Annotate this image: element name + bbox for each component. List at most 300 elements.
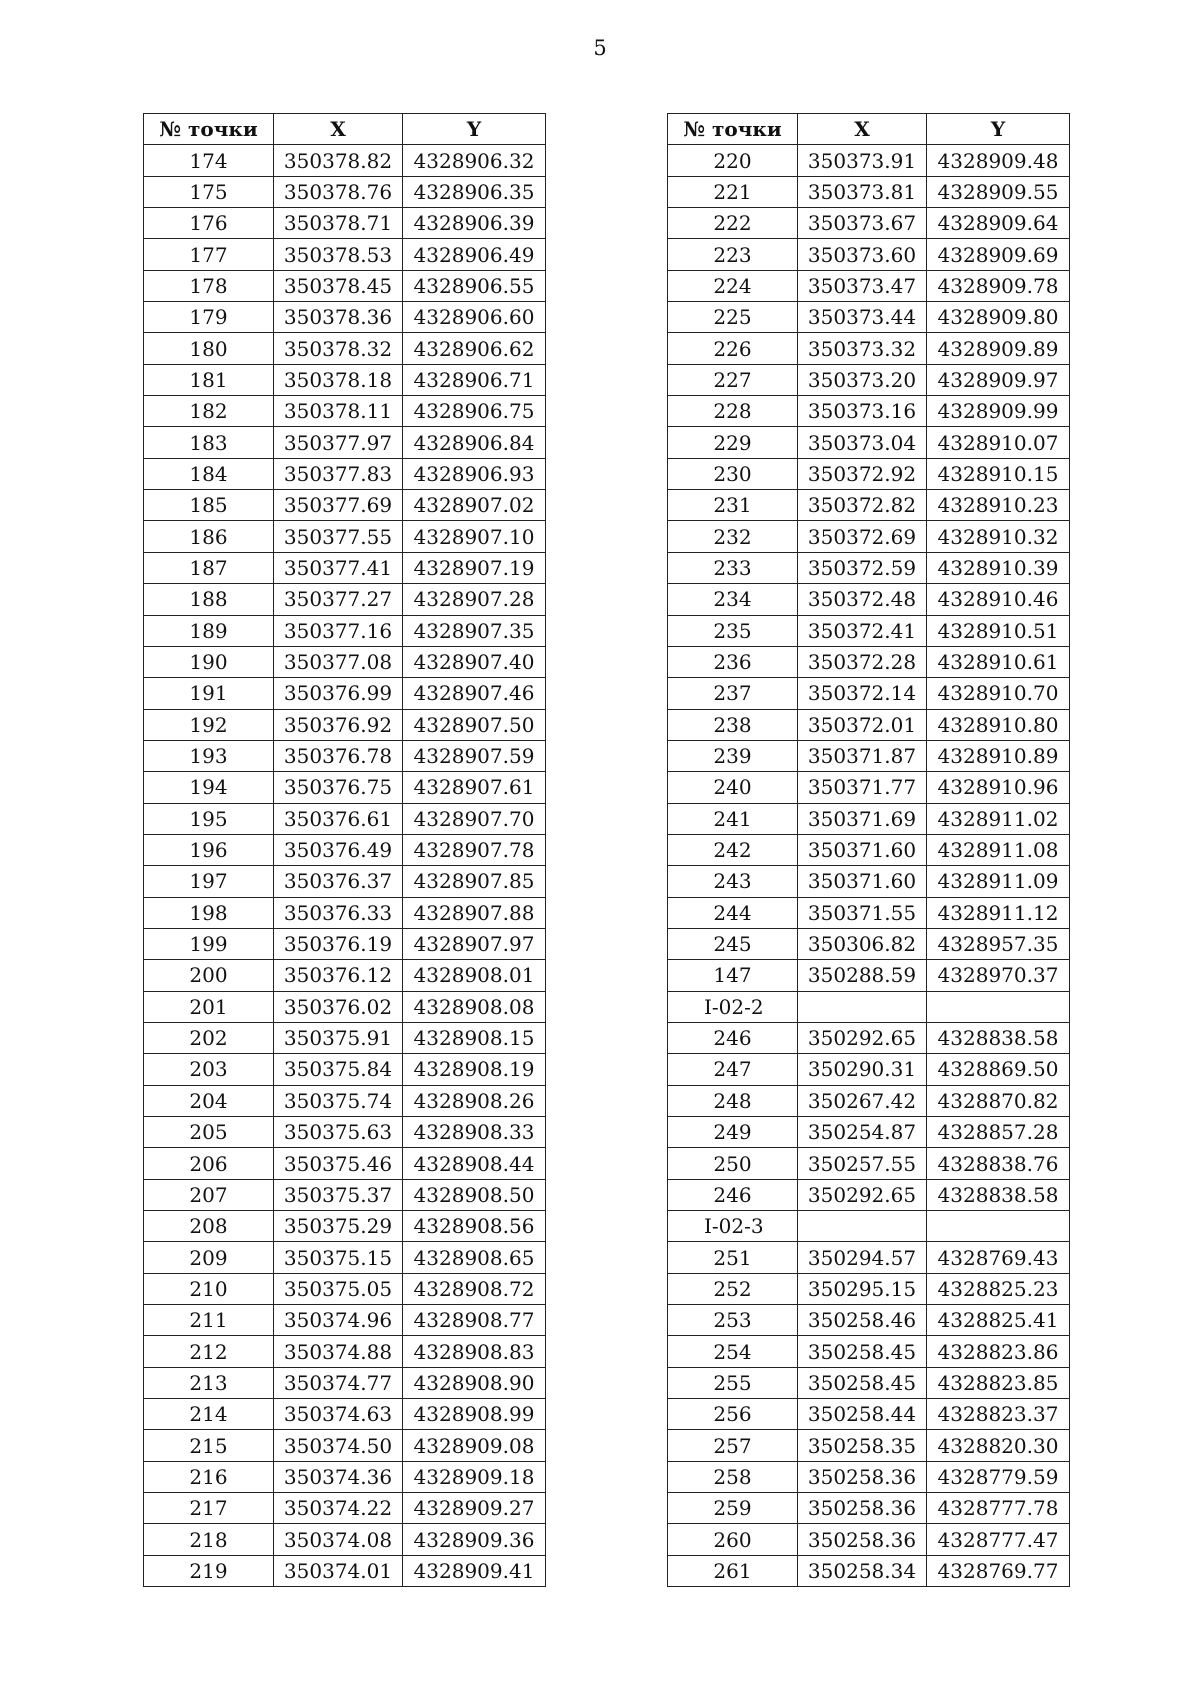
y-cell: 4328907.88 (403, 897, 546, 928)
point-number-cell: 186 (144, 521, 274, 552)
y-cell: 4328910.61 (927, 646, 1070, 677)
point-number-cell: 213 (144, 1367, 274, 1398)
point-number-cell: 238 (668, 709, 798, 740)
x-cell: 350378.82 (274, 145, 403, 176)
x-cell: 350372.14 (798, 678, 927, 709)
x-cell: 350371.60 (798, 834, 927, 865)
x-cell: 350373.44 (798, 302, 927, 333)
table-row (668, 552, 1070, 583)
y-cell: 4328906.60 (403, 302, 546, 333)
header-y: Y (403, 114, 546, 145)
table-row (144, 646, 546, 677)
x-cell (798, 1211, 927, 1242)
x-cell: 350374.63 (274, 1399, 403, 1430)
table-row (144, 1085, 546, 1116)
x-cell: 350377.55 (274, 521, 403, 552)
point-number-cell: I-02-3 (668, 1211, 798, 1242)
table-row (668, 1117, 1070, 1148)
y-cell: 4328825.41 (927, 1305, 1070, 1336)
x-cell: 350378.36 (274, 302, 403, 333)
table-row (668, 897, 1070, 928)
point-number-cell: 205 (144, 1117, 274, 1148)
x-cell: 350378.11 (274, 396, 403, 427)
x-cell: 350376.37 (274, 866, 403, 897)
y-cell: 4328906.71 (403, 364, 546, 395)
x-cell: 350373.67 (798, 208, 927, 239)
y-cell: 4328957.35 (927, 928, 1070, 959)
x-cell: 350306.82 (798, 928, 927, 959)
table-row (668, 834, 1070, 865)
point-number-cell: 227 (668, 364, 798, 395)
y-cell: 4328870.82 (927, 1085, 1070, 1116)
y-cell: 4328909.69 (927, 239, 1070, 270)
y-cell: 4328906.49 (403, 239, 546, 270)
point-number-cell: 257 (668, 1430, 798, 1461)
point-number-cell: 241 (668, 803, 798, 834)
y-cell: 4328906.93 (403, 458, 546, 489)
table-row (668, 1022, 1070, 1053)
y-cell (927, 991, 1070, 1022)
point-number-cell: 214 (144, 1399, 274, 1430)
x-cell: 350378.18 (274, 364, 403, 395)
table-row (668, 1148, 1070, 1179)
table-row (144, 427, 546, 458)
x-cell: 350373.32 (798, 333, 927, 364)
x-cell (798, 991, 927, 1022)
point-number-cell: 236 (668, 646, 798, 677)
point-number-cell: 197 (144, 866, 274, 897)
point-number-cell: 206 (144, 1148, 274, 1179)
x-cell: 350375.37 (274, 1179, 403, 1210)
point-number-cell: 176 (144, 208, 274, 239)
table-row (144, 208, 546, 239)
table-row (668, 991, 1070, 1022)
x-cell: 350374.36 (274, 1461, 403, 1492)
point-number-cell: 198 (144, 897, 274, 928)
x-cell: 350372.69 (798, 521, 927, 552)
y-cell: 4328910.39 (927, 552, 1070, 583)
y-cell: 4328909.41 (403, 1555, 546, 1586)
table-row (144, 521, 546, 552)
table-row (668, 709, 1070, 740)
y-cell: 4328910.80 (927, 709, 1070, 740)
point-number-cell: 196 (144, 834, 274, 865)
point-number-cell: 208 (144, 1211, 274, 1242)
x-cell: 350378.53 (274, 239, 403, 270)
point-number-cell: 191 (144, 678, 274, 709)
table-row (144, 364, 546, 395)
x-cell: 350374.08 (274, 1524, 403, 1555)
point-number-cell: 212 (144, 1336, 274, 1367)
table-row (668, 960, 1070, 991)
point-number-cell: 235 (668, 615, 798, 646)
table-row (144, 1242, 546, 1273)
point-number-cell: 226 (668, 333, 798, 364)
point-number-cell: 249 (668, 1117, 798, 1148)
table-row (144, 1305, 546, 1336)
y-cell: 4328970.37 (927, 960, 1070, 991)
y-cell: 4328907.10 (403, 521, 546, 552)
table-row (668, 803, 1070, 834)
y-cell: 4328908.99 (403, 1399, 546, 1430)
y-cell: 4328908.72 (403, 1273, 546, 1304)
x-cell: 350375.91 (274, 1022, 403, 1053)
point-number-cell: 178 (144, 270, 274, 301)
point-number-cell: 251 (668, 1242, 798, 1273)
point-number-cell: 254 (668, 1336, 798, 1367)
table-row (144, 1054, 546, 1085)
x-cell: 350372.92 (798, 458, 927, 489)
y-cell: 4328911.09 (927, 866, 1070, 897)
y-cell: 4328820.30 (927, 1430, 1070, 1461)
table-row (668, 1493, 1070, 1524)
point-number-cell: 244 (668, 897, 798, 928)
table-row (668, 145, 1070, 176)
point-number-cell: 187 (144, 552, 274, 583)
table-row (668, 1179, 1070, 1210)
y-cell: 4328911.12 (927, 897, 1070, 928)
y-cell: 4328907.59 (403, 740, 546, 771)
x-cell: 350373.91 (798, 145, 927, 176)
table-row (144, 1273, 546, 1304)
y-cell: 4328906.84 (403, 427, 546, 458)
point-number-cell: 175 (144, 176, 274, 207)
point-number-cell: 246 (668, 1179, 798, 1210)
y-cell: 4328907.78 (403, 834, 546, 865)
table-header-row (668, 114, 1070, 145)
point-number-cell: 245 (668, 928, 798, 959)
y-cell: 4328909.80 (927, 302, 1070, 333)
x-cell: 350375.15 (274, 1242, 403, 1273)
table-row (144, 552, 546, 583)
x-cell: 350376.02 (274, 991, 403, 1022)
point-number-cell: 243 (668, 866, 798, 897)
y-cell: 4328907.46 (403, 678, 546, 709)
table-row (668, 1430, 1070, 1461)
y-cell: 4328908.19 (403, 1054, 546, 1085)
point-number-cell: 232 (668, 521, 798, 552)
y-cell: 4328908.15 (403, 1022, 546, 1053)
x-cell: 350258.45 (798, 1336, 927, 1367)
table-row (144, 1399, 546, 1430)
y-cell: 4328906.35 (403, 176, 546, 207)
point-number-cell: 174 (144, 145, 274, 176)
table-row (144, 1179, 546, 1210)
y-cell: 4328907.70 (403, 803, 546, 834)
table-row (668, 928, 1070, 959)
page-number: 5 (593, 36, 607, 60)
y-cell: 4328908.77 (403, 1305, 546, 1336)
point-number-cell: 204 (144, 1085, 274, 1116)
point-number-cell: 255 (668, 1367, 798, 1398)
point-number-cell: 234 (668, 584, 798, 615)
y-cell: 4328910.23 (927, 490, 1070, 521)
table-row (668, 615, 1070, 646)
table-row (668, 1054, 1070, 1085)
table-row (144, 1524, 546, 1555)
point-number-cell: 184 (144, 458, 274, 489)
table-row (144, 960, 546, 991)
x-cell: 350377.08 (274, 646, 403, 677)
y-cell: 4328907.19 (403, 552, 546, 583)
y-cell: 4328909.27 (403, 1493, 546, 1524)
table-row (144, 396, 546, 427)
y-cell: 4328909.78 (927, 270, 1070, 301)
x-cell: 350374.50 (274, 1430, 403, 1461)
y-cell: 4328838.76 (927, 1148, 1070, 1179)
x-cell: 350375.74 (274, 1085, 403, 1116)
table-row (144, 458, 546, 489)
table-row (668, 772, 1070, 803)
point-number-cell: 233 (668, 552, 798, 583)
x-cell: 350377.41 (274, 552, 403, 583)
point-number-cell: 225 (668, 302, 798, 333)
point-number-cell: 242 (668, 834, 798, 865)
x-cell: 350375.29 (274, 1211, 403, 1242)
y-cell: 4328911.08 (927, 834, 1070, 865)
table-row (144, 1022, 546, 1053)
point-number-cell: 220 (668, 145, 798, 176)
point-number-cell: 215 (144, 1430, 274, 1461)
point-number-cell: 230 (668, 458, 798, 489)
table-row (668, 1211, 1070, 1242)
point-number-cell: 189 (144, 615, 274, 646)
x-cell: 350374.01 (274, 1555, 403, 1586)
point-number-cell: 258 (668, 1461, 798, 1492)
x-cell: 350377.83 (274, 458, 403, 489)
header-point-number: № точки (144, 114, 274, 145)
y-cell: 4328910.70 (927, 678, 1070, 709)
x-cell: 350378.71 (274, 208, 403, 239)
x-cell: 350376.61 (274, 803, 403, 834)
x-cell: 350254.87 (798, 1117, 927, 1148)
x-cell: 350258.36 (798, 1461, 927, 1492)
y-cell: 4328907.28 (403, 584, 546, 615)
table-row (144, 803, 546, 834)
x-cell: 350258.36 (798, 1493, 927, 1524)
point-number-cell: 261 (668, 1555, 798, 1586)
point-number-cell: 222 (668, 208, 798, 239)
y-cell: 4328909.55 (927, 176, 1070, 207)
x-cell: 350375.05 (274, 1273, 403, 1304)
y-cell: 4328907.61 (403, 772, 546, 803)
x-cell: 350292.65 (798, 1179, 927, 1210)
y-cell: 4328910.15 (927, 458, 1070, 489)
y-cell: 4328910.46 (927, 584, 1070, 615)
x-cell: 350377.27 (274, 584, 403, 615)
point-number-cell: 247 (668, 1054, 798, 1085)
point-number-cell: I-02-2 (668, 991, 798, 1022)
point-number-cell: 199 (144, 928, 274, 959)
table-row (668, 584, 1070, 615)
table-row (668, 1273, 1070, 1304)
x-cell: 350258.34 (798, 1555, 927, 1586)
y-cell: 4328823.85 (927, 1367, 1070, 1398)
table-row (144, 1555, 546, 1586)
table-row (144, 490, 546, 521)
x-cell: 350373.20 (798, 364, 927, 395)
x-cell: 350376.49 (274, 834, 403, 865)
table-row (144, 772, 546, 803)
y-cell: 4328909.08 (403, 1430, 546, 1461)
x-cell: 350376.78 (274, 740, 403, 771)
x-cell: 350377.16 (274, 615, 403, 646)
x-cell: 350376.75 (274, 772, 403, 803)
y-cell: 4328769.43 (927, 1242, 1070, 1273)
table-row (144, 1461, 546, 1492)
x-cell: 350292.65 (798, 1022, 927, 1053)
point-number-cell: 179 (144, 302, 274, 333)
y-cell: 4328909.89 (927, 333, 1070, 364)
x-cell: 350374.22 (274, 1493, 403, 1524)
y-cell: 4328910.32 (927, 521, 1070, 552)
y-cell: 4328906.62 (403, 333, 546, 364)
y-cell: 4328769.77 (927, 1555, 1070, 1586)
y-cell: 4328910.96 (927, 772, 1070, 803)
point-number-cell: 224 (668, 270, 798, 301)
x-cell: 350376.19 (274, 928, 403, 959)
table-row (144, 1117, 546, 1148)
x-cell: 350377.97 (274, 427, 403, 458)
y-cell: 4328825.23 (927, 1273, 1070, 1304)
y-cell: 4328823.86 (927, 1336, 1070, 1367)
point-number-cell: 250 (668, 1148, 798, 1179)
table-row (144, 678, 546, 709)
x-cell: 350376.12 (274, 960, 403, 991)
x-cell: 350374.96 (274, 1305, 403, 1336)
x-cell: 350372.48 (798, 584, 927, 615)
y-cell: 4328908.65 (403, 1242, 546, 1273)
table-row (144, 928, 546, 959)
x-cell: 350258.44 (798, 1399, 927, 1430)
table-row (668, 208, 1070, 239)
point-number-cell: 182 (144, 396, 274, 427)
point-number-cell: 181 (144, 364, 274, 395)
table-row (668, 176, 1070, 207)
table-row (668, 458, 1070, 489)
point-number-cell: 237 (668, 678, 798, 709)
table-row (668, 1399, 1070, 1430)
table-row (668, 1336, 1070, 1367)
x-cell: 350258.35 (798, 1430, 927, 1461)
table-row (668, 427, 1070, 458)
x-cell: 350375.84 (274, 1054, 403, 1085)
point-number-cell: 192 (144, 709, 274, 740)
y-cell: 4328909.97 (927, 364, 1070, 395)
table-row (668, 1555, 1070, 1586)
x-cell: 350378.76 (274, 176, 403, 207)
y-cell (927, 1211, 1070, 1242)
y-cell: 4328909.64 (927, 208, 1070, 239)
point-number-cell: 209 (144, 1242, 274, 1273)
x-cell: 350371.60 (798, 866, 927, 897)
x-cell: 350294.57 (798, 1242, 927, 1273)
x-cell: 350376.92 (274, 709, 403, 740)
y-cell: 4328777.78 (927, 1493, 1070, 1524)
point-number-cell: 203 (144, 1054, 274, 1085)
point-number-cell: 201 (144, 991, 274, 1022)
table-row (668, 333, 1070, 364)
y-cell: 4328910.89 (927, 740, 1070, 771)
table-row (144, 615, 546, 646)
table-row (668, 521, 1070, 552)
table-row (144, 145, 546, 176)
point-number-cell: 194 (144, 772, 274, 803)
table-row (668, 1461, 1070, 1492)
x-cell: 350258.36 (798, 1524, 927, 1555)
y-cell: 4328908.50 (403, 1179, 546, 1210)
point-number-cell: 200 (144, 960, 274, 991)
y-cell: 4328838.58 (927, 1179, 1070, 1210)
x-cell: 350372.82 (798, 490, 927, 521)
point-number-cell: 147 (668, 960, 798, 991)
table-row (668, 740, 1070, 771)
point-number-cell: 239 (668, 740, 798, 771)
point-number-cell: 180 (144, 333, 274, 364)
x-cell: 350372.41 (798, 615, 927, 646)
point-number-cell: 210 (144, 1273, 274, 1304)
y-cell: 4328910.51 (927, 615, 1070, 646)
coordinates-table-left (143, 113, 546, 1587)
x-cell: 350371.55 (798, 897, 927, 928)
x-cell: 350375.46 (274, 1148, 403, 1179)
table-row (144, 1148, 546, 1179)
x-cell: 350290.31 (798, 1054, 927, 1085)
point-number-cell: 231 (668, 490, 798, 521)
x-cell: 350288.59 (798, 960, 927, 991)
x-cell: 350373.81 (798, 176, 927, 207)
point-number-cell: 207 (144, 1179, 274, 1210)
y-cell: 4328909.18 (403, 1461, 546, 1492)
x-cell: 350371.87 (798, 740, 927, 771)
table-row (668, 396, 1070, 427)
point-number-cell: 193 (144, 740, 274, 771)
point-number-cell: 218 (144, 1524, 274, 1555)
table-row (668, 678, 1070, 709)
x-cell: 350377.69 (274, 490, 403, 521)
x-cell: 350372.28 (798, 646, 927, 677)
table-row (668, 1085, 1070, 1116)
y-cell: 4328909.99 (927, 396, 1070, 427)
x-cell: 350295.15 (798, 1273, 927, 1304)
point-number-cell: 219 (144, 1555, 274, 1586)
table-row (144, 1493, 546, 1524)
point-number-cell: 240 (668, 772, 798, 803)
x-cell: 350378.45 (274, 270, 403, 301)
x-cell: 350375.63 (274, 1117, 403, 1148)
point-number-cell: 188 (144, 584, 274, 615)
header-x: X (274, 114, 403, 145)
x-cell: 350372.59 (798, 552, 927, 583)
y-cell: 4328908.44 (403, 1148, 546, 1179)
table-row (144, 1430, 546, 1461)
table-row (144, 991, 546, 1022)
point-number-cell: 246 (668, 1022, 798, 1053)
y-cell: 4328908.08 (403, 991, 546, 1022)
point-number-cell: 190 (144, 646, 274, 677)
table-row (144, 709, 546, 740)
y-cell: 4328907.35 (403, 615, 546, 646)
y-cell: 4328908.33 (403, 1117, 546, 1148)
y-cell: 4328908.01 (403, 960, 546, 991)
y-cell: 4328906.32 (403, 145, 546, 176)
table-row (144, 176, 546, 207)
y-cell: 4328909.48 (927, 145, 1070, 176)
y-cell: 4328907.50 (403, 709, 546, 740)
header-point-number: № точки (668, 114, 798, 145)
y-cell: 4328869.50 (927, 1054, 1070, 1085)
point-number-cell: 228 (668, 396, 798, 427)
